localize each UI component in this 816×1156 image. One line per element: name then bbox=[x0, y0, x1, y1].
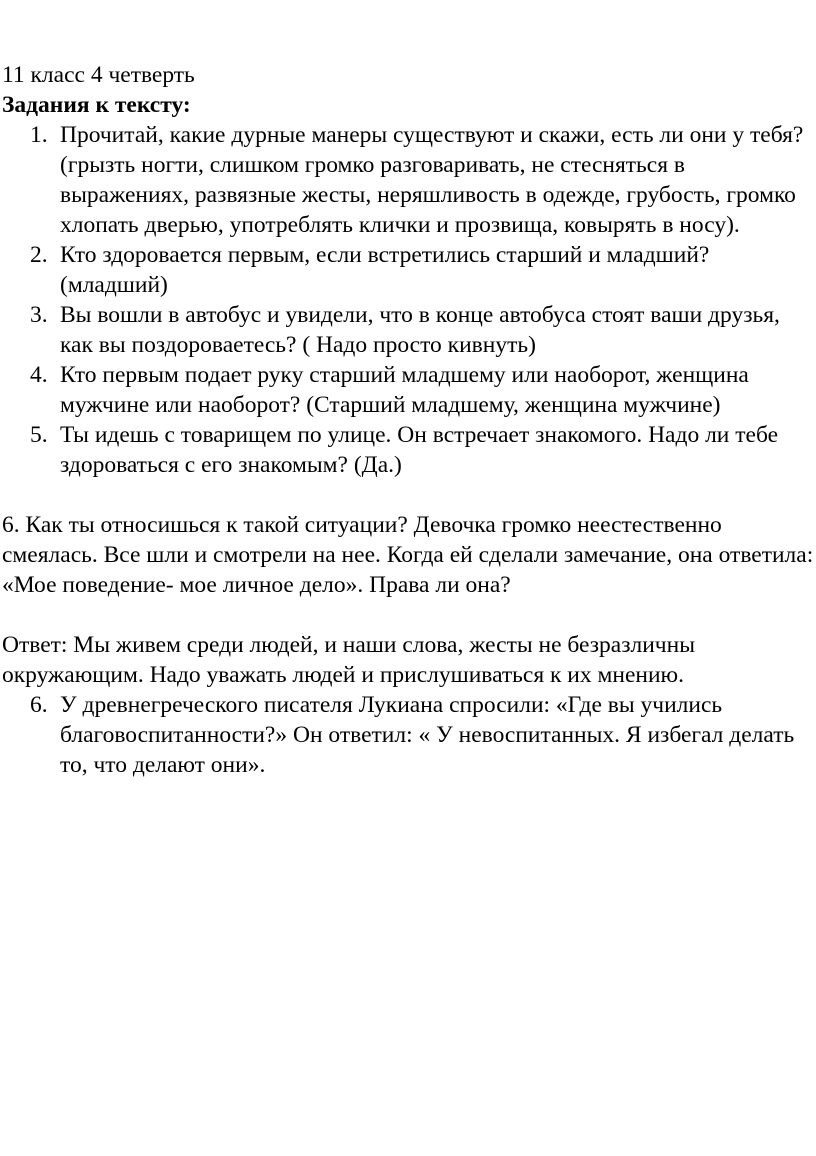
document-page bbox=[0, 60, 816, 780]
spacer bbox=[0, 600, 816, 630]
list-item bbox=[0, 300, 816, 360]
list-item bbox=[0, 690, 816, 780]
tasks-heading: Задания к тексту: bbox=[2, 92, 191, 118]
list-item bbox=[0, 120, 816, 240]
answer-paragraph: Ответ: Мы живем среди людей, и наши слова, жесты не безразличны окружающим. Надо уважать людей и прислушиваться к их мнению. bbox=[2, 632, 695, 688]
list-item-text: Вы вошли в автобус и увидели, что в конце автобуса стоят ваши друзья, как вы поздороваетесь? ( Надо просто кивнуть) bbox=[60, 302, 780, 358]
list-item-number: 4. bbox=[30, 362, 48, 388]
list-item-number: 3. bbox=[30, 302, 48, 328]
questions-list bbox=[0, 120, 816, 480]
list-item-text: Прочитай, какие дурные манеры существуют и скажи, есть ли они у тебя? (грызть ногти, слишком громко разговаривать, не стесняться в выражениях, развязные жесты, неряшливость в одежде, грубость, громко хлопать дверью, употреблять клички и прозвища, ковырять в носу). bbox=[60, 122, 804, 238]
situation-paragraph: 6. Как ты относишься к такой ситуации? Девочка громко неестественно смеялась. Все шли и смотрели на нее. Когда ей сделали замечание, она ответила: «Мое поведение- мое личное дело». Права ли она? bbox=[2, 512, 814, 598]
list-item-number: 1. bbox=[30, 122, 48, 148]
list-item bbox=[0, 420, 816, 480]
list-item-text: Кто первым подает руку старший младшему или наоборот, женщина мужчине или наоборот? (Старший младшему, женщина мужчине) bbox=[60, 362, 749, 418]
list-item bbox=[0, 360, 816, 420]
list-item-number: 5. bbox=[30, 422, 48, 448]
list-item-text: У древнегреческого писателя Лукиана спросили: «Где вы учились благовоспитанности?» Он ответил: « У невоспитанных. Я избегал делать то, что делают они». bbox=[60, 692, 795, 778]
list-item bbox=[0, 240, 816, 300]
spacer bbox=[0, 480, 816, 510]
list-item-number: 2. bbox=[30, 242, 48, 268]
list-item-text: Кто здоровается первым, если встретились старший и младший? (младший) bbox=[60, 242, 710, 298]
final-question-list bbox=[0, 690, 816, 780]
list-item-number: 6. bbox=[30, 692, 48, 718]
class-quarter-line: 11 класс 4 четверть bbox=[2, 62, 195, 88]
list-item-text: Ты идешь с товарищем по улице. Он встречает знакомого. Надо ли тебе здороваться с его знакомым? (Да.) bbox=[60, 422, 779, 478]
